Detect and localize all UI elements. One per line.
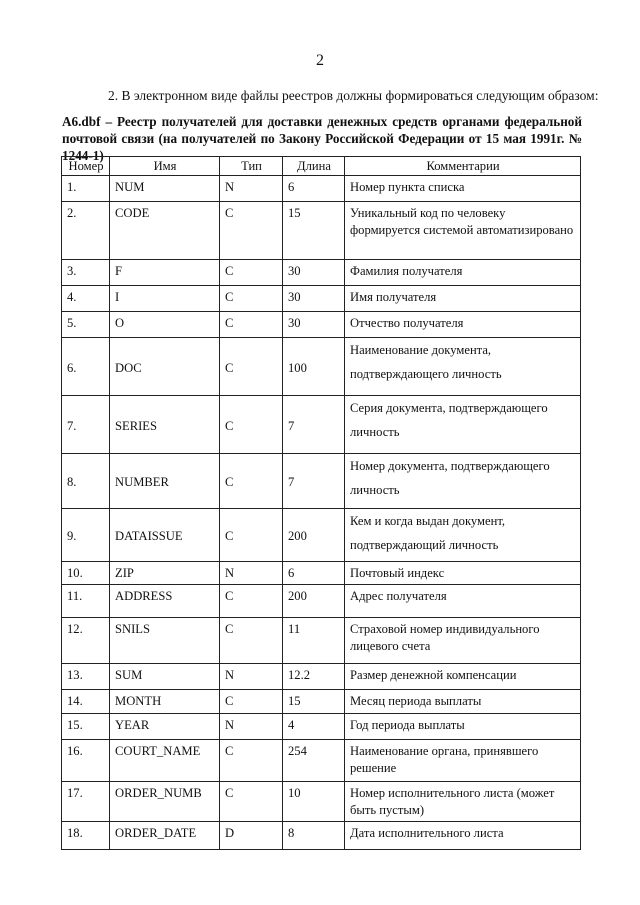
cell-type: C (220, 690, 283, 714)
cell-type: C (220, 260, 283, 286)
cell-comment: Серия документа, подтверждающего личность (345, 396, 581, 454)
cell-type: C (220, 286, 283, 312)
cell-length: 7 (283, 396, 345, 454)
cell-name: DATAISSUE (110, 509, 220, 562)
cell-number: 17. (62, 782, 110, 822)
cell-comment: Номер исполнительного листа (может быть пустым) (345, 782, 581, 822)
cell-comment: Наименование органа, принявшего решение (345, 740, 581, 782)
header-length: Длина (283, 157, 345, 176)
table-row (62, 396, 581, 454)
cell-length: 200 (283, 509, 345, 562)
cell-number: 6. (62, 338, 110, 396)
table-row (62, 585, 581, 618)
cell-comment: Отчество получателя (345, 312, 581, 338)
cell-length: 30 (283, 286, 345, 312)
cell-comment: Адрес получателя (345, 585, 581, 618)
cell-comment: Номер документа, подтверждающего личность (345, 454, 581, 509)
cell-number: 13. (62, 664, 110, 690)
cell-number: 1. (62, 176, 110, 202)
cell-comment: Почтовый индекс (345, 562, 581, 585)
cell-type: C (220, 454, 283, 509)
fields-table (61, 156, 581, 850)
cell-type: N (220, 562, 283, 585)
cell-comment: Наименование документа, подтверждающего личность (345, 338, 581, 396)
cell-comment: Страховой номер индивидуального лицевого счета (345, 618, 581, 664)
cell-type: C (220, 585, 283, 618)
header-number: Номер (62, 157, 110, 176)
cell-length: 200 (283, 585, 345, 618)
table-row (62, 822, 581, 850)
cell-number: 7. (62, 396, 110, 454)
cell-type: N (220, 664, 283, 690)
table-row (62, 176, 581, 202)
table-row (62, 740, 581, 782)
cell-number: 5. (62, 312, 110, 338)
cell-comment: Год периода выплаты (345, 714, 581, 740)
cell-name: ZIP (110, 562, 220, 585)
table-row (62, 714, 581, 740)
table-row (62, 618, 581, 664)
table-row (62, 286, 581, 312)
cell-length: 254 (283, 740, 345, 782)
cell-type: C (220, 509, 283, 562)
cell-name: ADDRESS (110, 585, 220, 618)
table-row (62, 454, 581, 509)
cell-type: N (220, 714, 283, 740)
cell-type: C (220, 396, 283, 454)
cell-name: SERIES (110, 396, 220, 454)
header-name: Имя (110, 157, 220, 176)
cell-length: 6 (283, 176, 345, 202)
cell-length: 8 (283, 822, 345, 850)
cell-comment: Имя получателя (345, 286, 581, 312)
cell-name: CODE (110, 202, 220, 260)
cell-length: 15 (283, 202, 345, 260)
cell-length: 100 (283, 338, 345, 396)
cell-name: ORDER_NUMB (110, 782, 220, 822)
cell-comment: Размер денежной компенсации (345, 664, 581, 690)
table-row (62, 202, 581, 260)
cell-name: NUM (110, 176, 220, 202)
cell-type: C (220, 202, 283, 260)
cell-length: 6 (283, 562, 345, 585)
cell-number: 16. (62, 740, 110, 782)
table-row (62, 664, 581, 690)
cell-type: C (220, 312, 283, 338)
cell-number: 10. (62, 562, 110, 585)
cell-type: C (220, 338, 283, 396)
cell-name: MONTH (110, 690, 220, 714)
cell-name: O (110, 312, 220, 338)
cell-name: DOC (110, 338, 220, 396)
cell-comment: Номер пункта списка (345, 176, 581, 202)
cell-number: 11. (62, 585, 110, 618)
cell-name: ORDER_DATE (110, 822, 220, 850)
cell-length: 7 (283, 454, 345, 509)
cell-name: COURT_NAME (110, 740, 220, 782)
cell-number: 14. (62, 690, 110, 714)
cell-number: 18. (62, 822, 110, 850)
cell-number: 2. (62, 202, 110, 260)
cell-length: 15 (283, 690, 345, 714)
table-row (62, 338, 581, 396)
cell-length: 11 (283, 618, 345, 664)
cell-length: 10 (283, 782, 345, 822)
cell-number: 4. (62, 286, 110, 312)
cell-comment: Месяц периода выплаты (345, 690, 581, 714)
cell-length: 30 (283, 312, 345, 338)
cell-length: 4 (283, 714, 345, 740)
cell-type: C (220, 782, 283, 822)
cell-name: SNILS (110, 618, 220, 664)
table-row (62, 690, 581, 714)
cell-length: 30 (283, 260, 345, 286)
table-row (62, 509, 581, 562)
table-row (62, 312, 581, 338)
cell-number: 3. (62, 260, 110, 286)
cell-name: F (110, 260, 220, 286)
cell-number: 15. (62, 714, 110, 740)
table-row (62, 562, 581, 585)
page-number: 2 (316, 52, 324, 69)
cell-number: 9. (62, 509, 110, 562)
cell-name: SUM (110, 664, 220, 690)
cell-comment: Кем и когда выдан документ, подтверждающий личность (345, 509, 581, 562)
cell-type: D (220, 822, 283, 850)
cell-type: C (220, 618, 283, 664)
intro-paragraph: 2. В электронном виде файлы реестров должны формироваться следующим образом: (108, 88, 599, 103)
table-row (62, 782, 581, 822)
header-type: Тип (220, 157, 283, 176)
table-header-row (62, 157, 581, 176)
cell-number: 8. (62, 454, 110, 509)
cell-type: C (220, 740, 283, 782)
cell-number: 12. (62, 618, 110, 664)
cell-name: I (110, 286, 220, 312)
cell-name: YEAR (110, 714, 220, 740)
cell-type: N (220, 176, 283, 202)
cell-comment: Фамилия получателя (345, 260, 581, 286)
cell-comment: Уникальный код по человеку формируется системой автоматизировано (345, 202, 581, 260)
cell-comment: Дата исполнительного листа (345, 822, 581, 850)
header-comments: Комментарии (345, 157, 581, 176)
table-caption: А6.dbf – Реестр получателей для доставки денежных средств органами федеральной почтовой связи (на получателей по Закону Российской Федерации от 15 мая 1991г. № 1244-1) (62, 114, 582, 163)
table-row (62, 260, 581, 286)
cell-length: 12.2 (283, 664, 345, 690)
cell-name: NUMBER (110, 454, 220, 509)
